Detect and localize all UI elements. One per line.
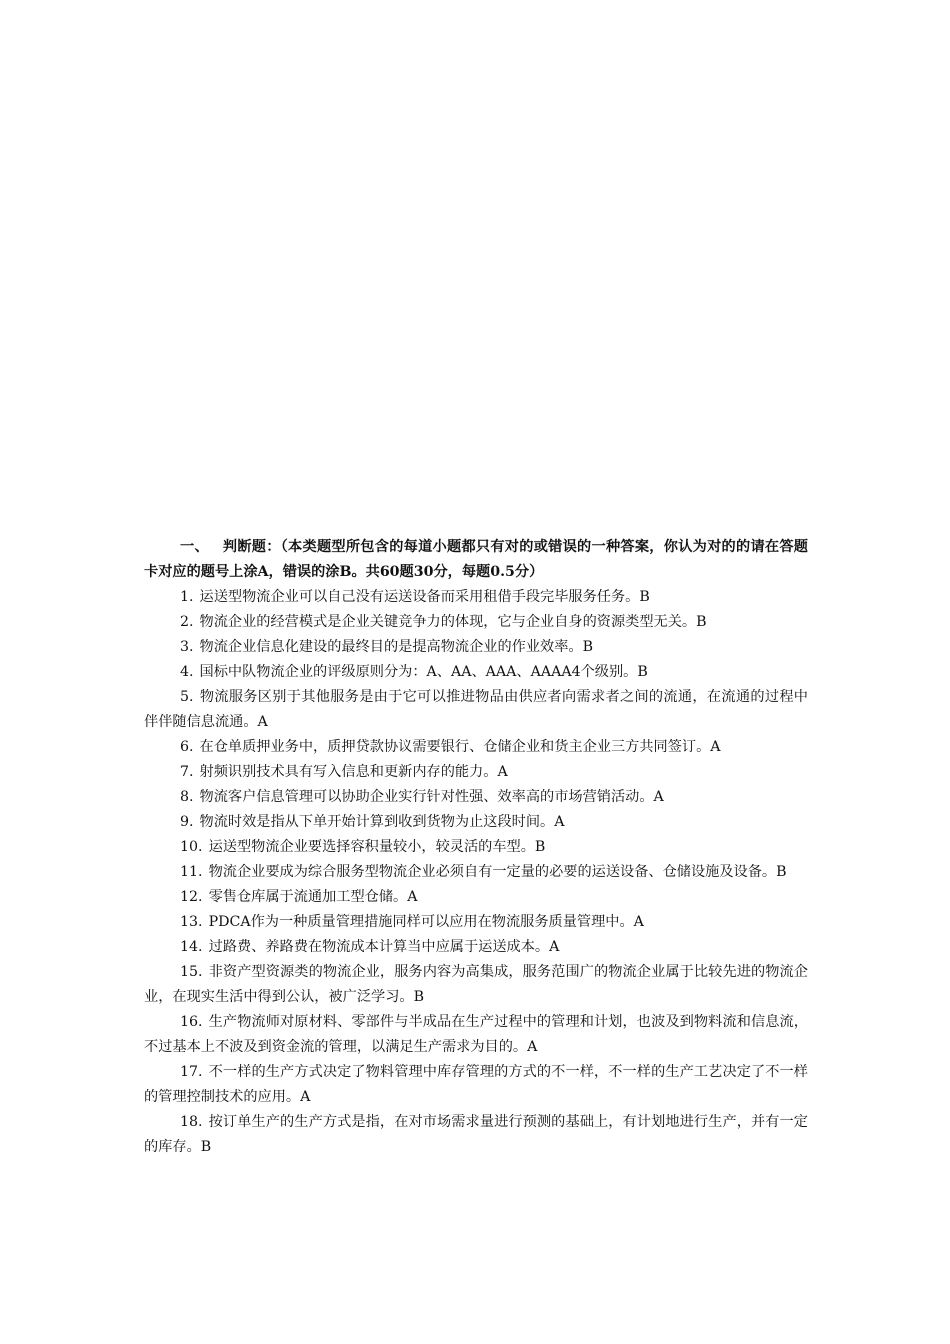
question-number: 15. — [180, 964, 203, 980]
question-number: 14. — [180, 939, 203, 955]
question-item — [144, 1060, 808, 1110]
question-number: 6. — [180, 739, 194, 755]
question-item — [144, 660, 808, 685]
question-number: 7. — [180, 764, 194, 780]
question-number: 13. — [180, 914, 203, 930]
question-number: 11. — [180, 864, 203, 880]
question-text: 物流企业的经营模式是企业关键竞争力的体现，它与企业自身的资源类型无关。B — [199, 614, 707, 630]
question-item — [144, 960, 808, 1010]
question-text: 按订单生产的生产方式是指，在对市场需求量进行预测的基础上，有计划地进行生产，并有一定的库存。B — [144, 1114, 808, 1155]
question-number: 18. — [180, 1114, 203, 1130]
question-number: 5. — [180, 689, 194, 705]
question-item — [144, 760, 808, 785]
section-heading — [144, 535, 808, 585]
question-item — [144, 785, 808, 810]
question-item — [144, 1010, 808, 1060]
question-number: 17. — [180, 1064, 203, 1080]
section-number: 一、 — [180, 539, 209, 555]
question-text: 运送型物流企业要选择容积量较小，较灵活的车型。B — [208, 839, 546, 855]
question-text: 运送型物流企业可以自己没有运送设备而采用租借手段完毕服务任务。B — [199, 589, 650, 605]
question-text: 生产物流师对原材料、零部件与半成品在生产过程中的管理和计划，也波及到物料流和信息流，不过基本上不波及到资金流的管理，以满足生产需求为目的。A — [144, 1014, 808, 1055]
question-item — [144, 910, 808, 935]
question-number: 10. — [180, 839, 203, 855]
question-text: 物流企业要成为综合服务型物流企业必须自有一定量的必要的运送设备、仓储设施及设备。B — [208, 864, 787, 880]
question-text: 物流时效是指从下单开始计算到收到货物为止这段时间。A — [199, 814, 565, 830]
question-number: 3. — [180, 639, 194, 655]
question-item — [144, 860, 808, 885]
question-item — [144, 935, 808, 960]
question-number: 4. — [180, 664, 194, 680]
question-text: 物流服务区别于其他服务是由于它可以推进物品由供应者向需求者之间的流通，在流通的过程中伴伴随信息流通。A — [144, 689, 808, 730]
question-text: 物流企业信息化建设的最终目的是提高物流企业的作业效率。B — [199, 639, 594, 655]
question-number: 8. — [180, 789, 194, 805]
question-item — [144, 685, 808, 735]
question-item — [144, 635, 808, 660]
question-text: 在仓单质押业务中，质押贷款协议需要银行、仓储企业和货主企业三方共同签订。A — [199, 739, 721, 755]
question-item — [144, 1110, 808, 1160]
question-text: 国标中队物流企业的评级原则分为：A、AA、AAA、AAAA4个级别。B — [199, 664, 648, 680]
question-number: 12. — [180, 889, 203, 905]
question-item — [144, 610, 808, 635]
question-text: 物流客户信息管理可以协助企业实行针对性强、效率高的市场营销活动。A — [199, 789, 664, 805]
question-number: 1. — [180, 589, 194, 605]
question-number: 16. — [180, 1014, 203, 1030]
question-text: 射频识别技术具有写入信息和更新内存的能力。A — [199, 764, 508, 780]
question-text: 零售仓库属于流通加工型仓储。A — [208, 889, 418, 905]
question-list — [144, 585, 808, 1160]
question-text: 非资产型资源类的物流企业，服务内容为高集成，服务范围广的物流企业属于比较先进的物流企业，在现实生活中得到公认，被广泛学习。B — [144, 964, 808, 1005]
question-item — [144, 735, 808, 760]
question-item — [144, 810, 808, 835]
question-number: 9. — [180, 814, 194, 830]
question-number: 2. — [180, 614, 194, 630]
section-title: 判断题：（本类题型所包含的每道小题都只有对的或错误的一种答案，你认为对的的请在答题卡对应的题号上涂A，错误的涂B。共60题30分，每题0.5分） — [144, 539, 808, 580]
question-item — [144, 835, 808, 860]
question-text: PDCA作为一种质量管理措施同样可以应用在物流服务质量管理中。A — [208, 914, 644, 930]
question-item — [144, 885, 808, 910]
document-body — [144, 535, 808, 1160]
question-item — [144, 585, 808, 610]
question-text: 过路费、养路费在物流成本计算当中应属于运送成本。A — [208, 939, 560, 955]
question-text: 不一样的生产方式决定了物料管理中库存管理的方式的不一样，不一样的生产工艺决定了不一样的管理控制技术的应用。A — [144, 1064, 808, 1105]
